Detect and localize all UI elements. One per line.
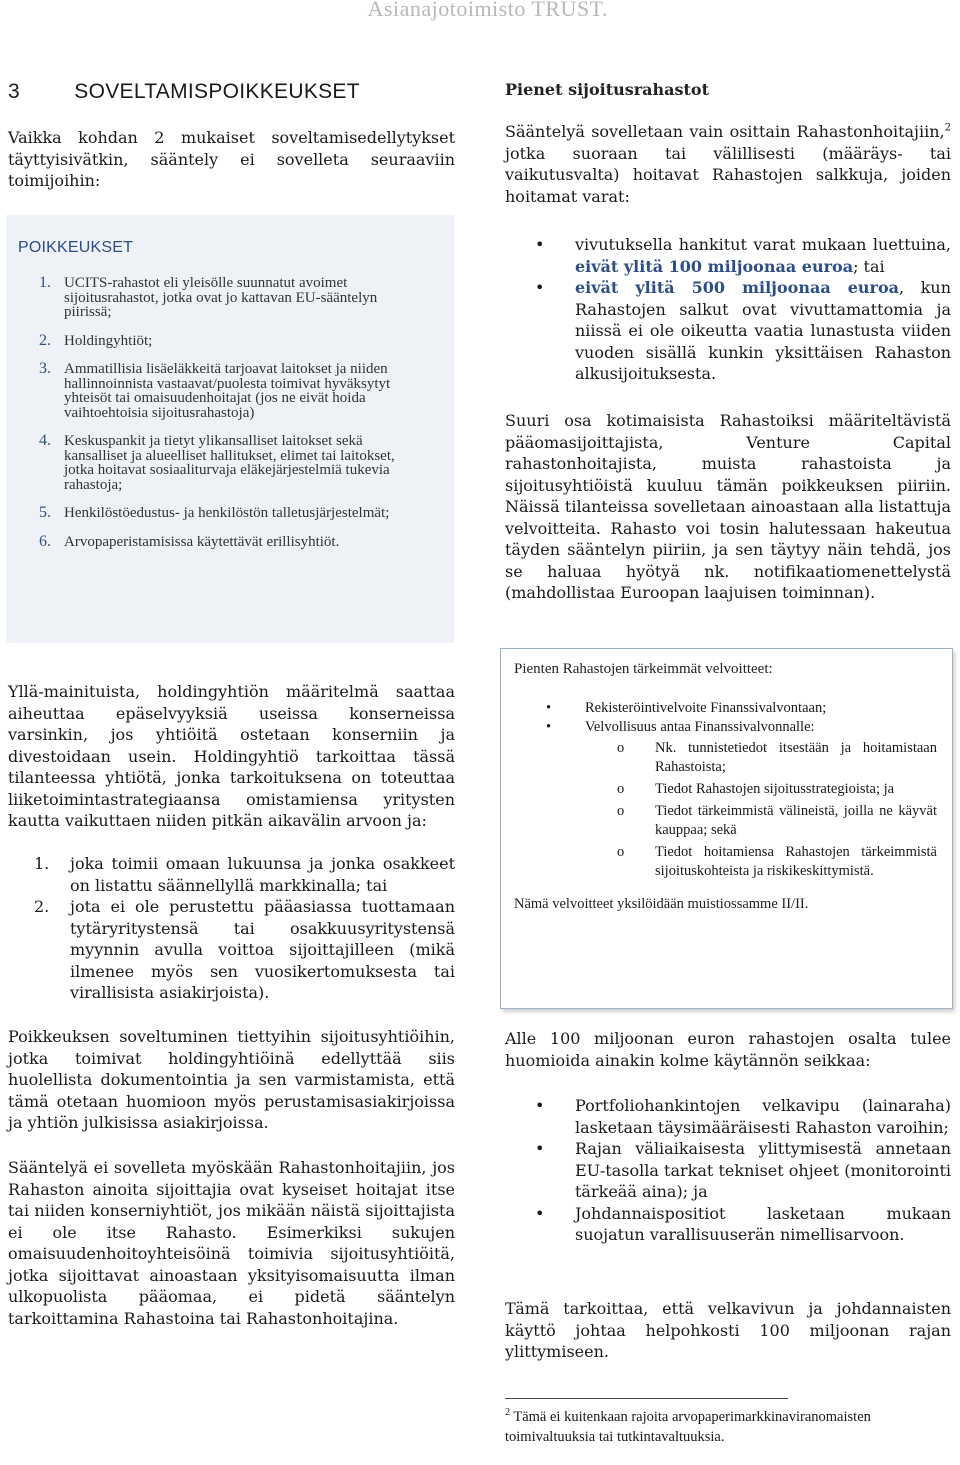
duty-subitem (617, 739, 942, 777)
duty-text: Velvollisuus antaa Finanssivalvonnalle: (585, 719, 815, 735)
exception-item (18, 532, 444, 550)
footnote-marker: 2 (505, 1407, 510, 1419)
exception-text: Keskuspankit ja tietyt ylikansalliset laitokset sekä kansalliset ja alueelliset hallitukset, elimet tai laitokset, jotka hoitavat sosiaaliturvaja eläkejärjestelmiä tukevia rahastoja; (64, 433, 395, 493)
list-text: Johdannaispositiot lasketaan mukaan suojatun varallisuuserän nimellisarvoon. (575, 1203, 951, 1244)
exceptions-title: POIKKEUKSET (18, 239, 134, 256)
section-title-text: SOVELTAMISPOIKKEUKSET (74, 80, 360, 103)
duties-box (500, 648, 953, 1009)
circle-bullet-icon: o (617, 803, 625, 819)
exception-item (18, 506, 444, 521)
list-item (505, 1095, 951, 1138)
exception-item (18, 434, 444, 492)
list-number: 1. (34, 854, 50, 873)
list-item (505, 1203, 951, 1246)
duties-title: Pienten Rahastojen tärkeimmät velvoitteet: (514, 661, 773, 677)
list-text: Rajan väliaikaisesta ylittymisestä annetaan EU-tasolla tarkat tekniset ohjeet (monitorointi tärkeää aina); ja (575, 1139, 951, 1201)
section-title (8, 80, 360, 104)
exception-text: Ammatillisia lisäeläkkeitä tarjoavat laitokset ja niiden hallinnoinnista vastaavat/puolesta toimivat hyväksytyt yhteisöt tai omaisuudenhoitajat (jos ne eivät hoida vaihtoehtoisia sijoitusrahastoja) (64, 361, 391, 421)
intro-paragraph: Vaikka kohdan 2 mukaiset soveltamisedellytykset täyttyisivätkin, sääntely ei sovelleta seuraaviin toimijoihin: (8, 128, 455, 190)
thresholds-list (505, 234, 951, 385)
list-item (505, 1138, 951, 1203)
bullet-icon: • (535, 235, 545, 254)
practical-points-list (505, 1095, 951, 1246)
threshold-highlight: eivät ylitä 100 miljoonaa euroa (575, 256, 854, 276)
exception-number: 4. (39, 432, 51, 449)
list-text: joka toimii omaan lukuunsa ja jonka osakkeet on listattu säännellyllä markkinalla; tai (70, 854, 455, 895)
exception-text: Holdingyhtiöt; (64, 332, 153, 349)
exception-number: 1. (39, 274, 51, 291)
exceptions-box (6, 215, 454, 643)
exception-text: Arvopaperistamisissa käytettävät erillisyhtiöt. (64, 533, 340, 550)
bullet-icon: • (535, 1096, 545, 1115)
exception-text: UCITS-rahastot eli yleisölle suunnatut avoimet sijoitusrahastot, jotka ovat jo kattavan EU-sääntelyn piirissä; (64, 275, 378, 320)
bullet-icon: • (546, 719, 552, 735)
footnote-ref: 2 (944, 122, 951, 134)
threshold-highlight: eivät ylitä 500 miljoonaa euroa (575, 278, 900, 297)
list-text: eivät ylitä 500 miljoonaa euroa, kun Rahastojen salkut ovat vivuttamattomia ja niissä ei ole oikeutta vaatia lunastusta viiden vuoden sisällä kunkin yksittäisen Rahaston alkusijoituksesta. (575, 278, 951, 383)
footnote (505, 1408, 945, 1447)
exception-text: Henkilöstöedustus- ja henkilöstön talletusjärjestelmät; (64, 505, 390, 521)
duty-item (514, 718, 942, 737)
exception-number: 6. (39, 532, 51, 550)
section-number: 3 (8, 80, 20, 103)
list-item (505, 234, 951, 277)
duty-item (514, 699, 942, 718)
bullet-icon: • (546, 700, 552, 716)
duty-subtext: Nk. tunnistetiedot itsestään ja hoitamistaan Rahastoista; (655, 740, 937, 775)
exception-number: 5. (39, 504, 51, 521)
bullet-icon: • (535, 1139, 545, 1158)
exception-number: 2. (39, 331, 51, 349)
bullet-icon: • (535, 1203, 545, 1223)
holding-criteria-list (8, 853, 455, 1004)
exception-item (18, 331, 444, 349)
list-text: Portfoliohankintojen velkavipu (lainaraha) lasketaan täysimääräisesti Rahaston varoihin; (575, 1096, 951, 1137)
list-text: jota ei ole perustettu pääasiassa tuottamaan tytäryritystensä tai osakkuusyritystensä myynnin avulla voittoa sijoittajilleen (mikä ilmenee myös sen vuosikertomuksesta tai virallisista asiakirjoista). (70, 897, 455, 1002)
duty-subitem (617, 780, 942, 799)
fund-managers-paragraph: Sääntelyä ei sovelleta myöskään Rahastonhoitajiin, jos Rahaston ainoita sijoittajia ovat kyseiset hoitajat itse tai niiden konserniyhtiöt, jos mikään näistä sijoittajista ei ole itse Rahasto. Esimerkiksi sukujen omaisuudenhoitoyhteisöinä toimivia sijoitusyhtiöitä, jotka sijoittavat ainoastaan yksityisomaisuutta ilman ulkopuolista pääomaa, ei pidetä sääntelyn tarkoittamina Rahastoina tai Rahastonhoitajina. (8, 1158, 455, 1328)
exception-number: 3. (39, 360, 51, 377)
bullet-icon: • (535, 278, 545, 297)
list-item (8, 896, 455, 1004)
list-text: vivutuksella hankitut varat mukaan luettuina, eivät ylitä 100 miljoonaa euroa; tai (575, 235, 951, 276)
practical-points-intro: Alle 100 miljoonan euron rahastojen osalta tulee huomioida ainakin kolme käytännön seikkaa: (505, 1029, 951, 1070)
leverage-conclusion: Tämä tarkoittaa, että velkavivun ja johdannaisten käyttö johtaa helpohkosti 100 miljoonan rajan ylittymiseen. (505, 1299, 951, 1361)
footnote-text: Tämä ei kuitenkaan rajoita arvopaperimarkkinaviranomaisten toimivaltuuksia tai tutkintavaltuuksia. (505, 1409, 871, 1445)
firm-header: Asianajotoimisto TRUST. (367, 0, 608, 21)
list-item (505, 277, 951, 385)
duty-subtext: Tiedot hoitamiensa Rahastojen tärkeimmistä sijoituskohteista ja riskikeskittymistä. (655, 844, 937, 879)
small-funds-heading: Pienet sijoitusrahastot (505, 80, 709, 99)
small-funds-intro (505, 121, 951, 207)
duty-subtext: Tiedot Rahastojen sijoitusstrategioista; ja (655, 781, 895, 797)
list-item (8, 853, 455, 896)
circle-bullet-icon: o (617, 740, 625, 756)
holding-definition-paragraph: Yllä-mainituista, holdingyhtiön määritelmä saattaa aiheuttaa epäselvyyksiä useissa konserneissa varsinkin, jos yhtiöitä ostetaan konserniin ja divestoidaan usein. Holdingyhtiö tarkoittaa tässä tilanteessa yhtiötä, jonka tarkoituksena on toteuttaa liiketoimintastrategiaansa omistamiensa yritysten kautta vaikuttaen niiden pitkän aikavälin arvoon ja: (8, 682, 455, 830)
exception-item (18, 276, 444, 320)
exceptions-list (18, 276, 444, 549)
duty-subitem (617, 843, 942, 881)
duty-subitem (617, 802, 942, 840)
documentation-paragraph: Poikkeuksen soveltuminen tiettyihin sijoitusyhtiöihin, jotka toimivat holdingyhtiöinä edellyttää siis huolellista dokumentointia ja sen varmistamista, että tämä otetaan huomioon myös perustamisasiakirjoissa ja yhtiön julkisissa asiakirjoissa. (8, 1027, 455, 1132)
intro-text-a: Sääntelyä sovelletaan vain osittain Rahastonhoitajiin, (505, 122, 945, 141)
circle-bullet-icon: o (617, 781, 625, 797)
duty-subtext: Tiedot tärkeimmistä välineistä, joilla ne käyvät kauppaa; sekä (655, 803, 937, 838)
duties-footer: Nämä velvoitteet yksilöidään muistiossamme II/II. (514, 896, 809, 912)
intro-text-b: jotka suoraan tai välillisesti (määräys- tai vaikutusvalta) hoitavat Rahastojen salkkuja, joiden hoitamat varat: (505, 143, 951, 206)
list-number: 2. (34, 897, 50, 916)
circle-bullet-icon: o (617, 844, 625, 860)
exception-item (18, 362, 444, 420)
domestic-funds-paragraph: Suuri osa kotimaisista Rahastoiksi määriteltävistä pääomasijoittajista, Venture Capital rahastonhoitajista, muista rahastoista ja sijoitusyhtiöistä kuuluu tämän poikkeuksen piiriin. Näissä tilanteissa sovelletaan ainoastaan alla listattuja velvoitteita. Rahasto voi tosin halutessaan hakeutua täyden sääntelyn piiriin, ja sen täytyy näin tehdä, jos se haluaa hyötyä nk. notifikaatiomenettelystä (mahdollistaa Euroopan laajuisen toiminnan). (505, 411, 951, 602)
footnote-divider (505, 1398, 788, 1399)
duty-text: Rekisteröintivelvoite Finanssivalvontaan; (585, 700, 827, 716)
